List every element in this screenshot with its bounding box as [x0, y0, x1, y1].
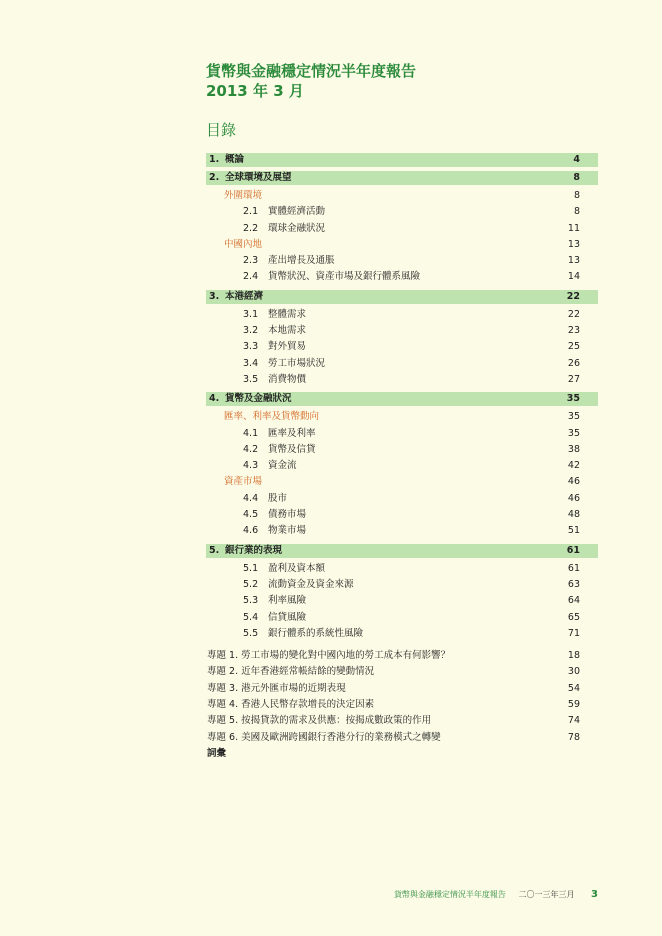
item-page: 48 [567, 509, 580, 521]
item-title: 盈利及資本額 [268, 562, 326, 574]
item-title: 對外貿易 [268, 341, 307, 353]
item-title: 本地需求 [268, 325, 307, 337]
toc-feature[interactable] [206, 697, 598, 713]
toc-item[interactable] [206, 507, 598, 523]
toc-item[interactable] [206, 626, 598, 642]
toc-subheading[interactable] [206, 474, 598, 490]
feature-page: 54 [567, 682, 580, 694]
item-number: 2.4 [243, 271, 259, 283]
footer-title: 貨幣與金融穩定情況半年度報告 [393, 890, 506, 899]
subheading-title: 外圍環境 [224, 190, 263, 201]
feature-title: 專題 3. 港元外匯市場的近期表現 [207, 682, 346, 694]
toc-section-2[interactable] [206, 171, 598, 185]
section-number: 4. [209, 393, 220, 405]
item-page: 8 [573, 190, 580, 201]
item-number: 4.6 [243, 525, 259, 537]
item-page: 13 [567, 255, 580, 267]
item-number: 3.3 [243, 341, 259, 353]
item-title: 信貸風險 [268, 611, 307, 623]
feature-title: 專題 2. 近年香港經常帳結餘的變動情況 [207, 666, 375, 678]
item-page: 38 [567, 443, 580, 455]
section-page: 4 [573, 154, 580, 165]
item-title: 貨幣狀況、資產市場及銀行體系風險 [268, 271, 421, 283]
item-title: 整體需求 [268, 308, 307, 320]
feature-page: 78 [567, 731, 580, 743]
toc-feature[interactable] [206, 681, 598, 697]
toc-item[interactable] [206, 426, 598, 442]
item-title: 利率風險 [268, 595, 307, 607]
item-number: 3.4 [243, 357, 259, 369]
item-title: 匯率及利率 [268, 427, 316, 439]
section-title: 貨幣及金融狀況 [225, 393, 292, 405]
toc-item[interactable] [206, 253, 598, 269]
feature-page: 30 [567, 666, 580, 678]
toc-section-4[interactable] [206, 392, 598, 406]
toc-item[interactable] [206, 491, 598, 507]
item-page: 14 [567, 271, 580, 283]
section-number: 3. [209, 290, 220, 302]
toc-subheading[interactable] [206, 409, 598, 425]
toc-feature[interactable] [206, 664, 598, 680]
item-page: 51 [567, 525, 580, 537]
section-title: 本港經濟 [225, 290, 264, 302]
item-number: 4.4 [243, 492, 259, 504]
item-page: 42 [567, 460, 580, 472]
item-number: 4.1 [243, 427, 259, 439]
item-page: 64 [567, 595, 580, 607]
item-number: 3.2 [243, 325, 259, 337]
toc-feature[interactable] [206, 730, 598, 746]
toc-section-1[interactable] [206, 153, 598, 167]
item-page: 8 [573, 206, 580, 218]
section-number: 5. [209, 544, 220, 556]
item-page: 23 [567, 325, 580, 337]
section-number: 2. [209, 172, 220, 183]
item-page: 35 [567, 411, 580, 423]
toc-feature[interactable] [206, 713, 598, 729]
report-title: 貨幣與金融穩定情況半年度報告 [206, 62, 417, 80]
section-page: 8 [573, 172, 580, 183]
item-title: 銀行體系的系統性風險 [268, 627, 364, 639]
feature-title: 專題 1. 勞工市場的變化對中國內地的勞工成本有何影響？ [207, 650, 451, 662]
item-title: 勞工市場狀況 [268, 357, 326, 369]
section-title: 銀行業的表現 [225, 544, 283, 556]
page-number: 3 [591, 889, 598, 900]
item-page: 71 [567, 627, 580, 639]
toc-item[interactable] [206, 442, 598, 458]
item-number: 3.1 [243, 308, 259, 320]
toc-item[interactable] [206, 221, 598, 237]
feature-title: 專題 6. 美國及歐洲跨國銀行香港分行的業務模式之轉變 [207, 731, 441, 743]
feature-title: 專題 4. 香港人民幣存款增長的決定因素 [207, 699, 375, 711]
item-page: 46 [567, 492, 580, 504]
toc-item[interactable] [206, 561, 598, 577]
feature-page: 18 [567, 650, 580, 662]
item-page: 46 [567, 476, 580, 488]
feature-page: 59 [567, 699, 580, 711]
item-title: 產出增長及通脹 [268, 255, 335, 267]
toc-item[interactable] [206, 372, 598, 388]
feature-title: 專題 5. 按揭貸款的需求及供應：按揭成數政策的作用 [207, 715, 432, 727]
item-number: 3.5 [243, 373, 259, 385]
item-number: 4.3 [243, 460, 259, 472]
feature-page: 74 [567, 715, 580, 727]
item-title: 物業市場 [268, 525, 307, 537]
item-number: 4.2 [243, 443, 259, 455]
toc-glossary[interactable] [206, 746, 598, 762]
item-page: 65 [567, 611, 580, 623]
toc-subheading[interactable] [206, 188, 598, 204]
item-page: 63 [567, 578, 580, 590]
item-title: 資金流 [268, 460, 297, 472]
item-title: 流動資金及資金來源 [268, 578, 354, 590]
section-number: 1. [209, 154, 220, 165]
toc-item[interactable] [206, 339, 598, 355]
item-number: 5.4 [243, 611, 259, 623]
section-title: 全球環境及展望 [225, 172, 292, 183]
item-number: 4.5 [243, 509, 259, 521]
toc-item[interactable] [206, 577, 598, 593]
toc-item[interactable] [206, 356, 598, 372]
toc-subheading[interactable] [206, 237, 598, 253]
item-number: 5.1 [243, 562, 259, 574]
section-page: 61 [566, 544, 580, 556]
table-of-contents [206, 153, 598, 762]
toc-item[interactable] [206, 458, 598, 474]
item-title: 股市 [268, 492, 288, 504]
item-page: 35 [567, 427, 580, 439]
item-title: 實體經濟活動 [268, 206, 326, 218]
toc-section-3[interactable] [206, 290, 598, 304]
item-page: 27 [567, 373, 580, 385]
toc-item[interactable] [206, 593, 598, 609]
item-title: 貨幣及信貸 [268, 443, 316, 455]
toc-item[interactable] [206, 204, 598, 220]
item-page: 22 [567, 308, 580, 320]
toc-item[interactable] [206, 610, 598, 626]
toc-item[interactable] [206, 323, 598, 339]
glossary-title: 詞彙 [207, 747, 227, 759]
toc-section-5[interactable] [206, 544, 598, 558]
footer-date: 二〇一三年三月 [518, 890, 575, 899]
toc-feature[interactable] [206, 648, 598, 664]
item-number: 5.5 [243, 627, 259, 639]
subheading-title: 中國內地 [224, 238, 263, 250]
toc-item[interactable] [206, 307, 598, 323]
item-number: 5.2 [243, 578, 259, 590]
item-title: 環球金融狀況 [268, 222, 326, 234]
toc-heading: 目錄 [206, 121, 237, 139]
page-footer [394, 889, 598, 900]
section-title: 概論 [225, 154, 245, 165]
subheading-title: 匯率、利率及貨幣動向 [224, 411, 320, 423]
item-title: 消費物價 [268, 373, 307, 385]
item-title: 債務市場 [268, 509, 307, 521]
item-number: 5.3 [243, 595, 259, 607]
item-number: 2.2 [243, 222, 259, 234]
section-page: 22 [566, 290, 580, 302]
item-page: 25 [567, 341, 580, 353]
item-page: 13 [567, 238, 580, 250]
toc-item[interactable] [206, 523, 598, 539]
item-page: 61 [567, 562, 580, 574]
toc-item[interactable] [206, 269, 598, 285]
section-page: 35 [566, 393, 580, 405]
report-date: 2013 年 3 月 [206, 82, 304, 100]
item-number: 2.1 [243, 206, 259, 218]
item-number: 2.3 [243, 255, 259, 267]
subheading-title: 資產市場 [224, 476, 263, 488]
item-page: 26 [567, 357, 580, 369]
item-page: 11 [567, 222, 580, 234]
